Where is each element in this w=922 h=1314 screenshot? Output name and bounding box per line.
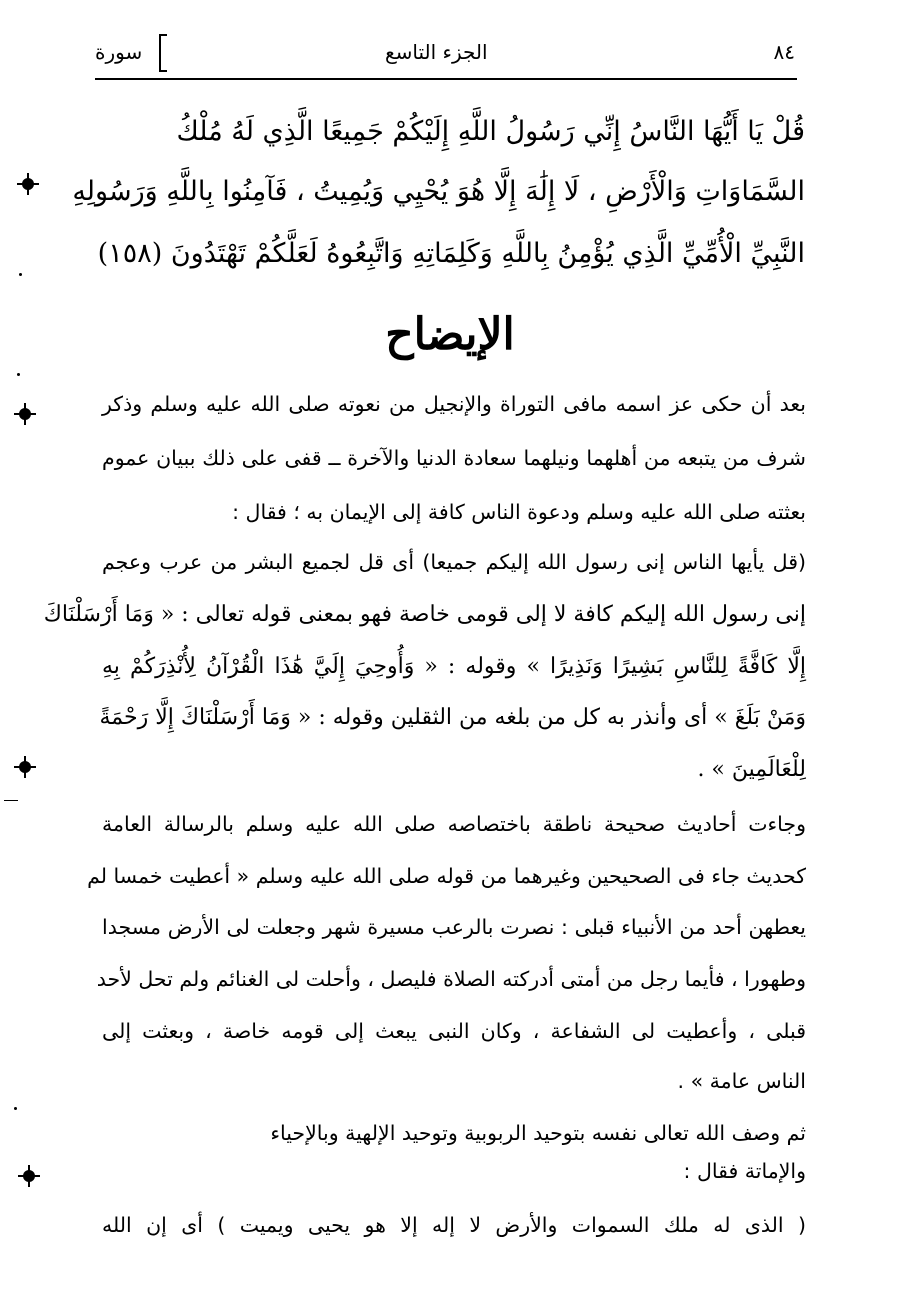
verse-line-1: قُلْ يَا أَيُّهَا النَّاسُ إِنِّي رَسُولُ اللَّهِ إِلَيْكُمْ جَمِيعًا الَّذِي لَهُ مُلْكُ (176, 116, 805, 147)
margin-mark (23, 1170, 35, 1182)
body-line: شرف من يتبعه من أهلهما ونيلهما سعادة الدنيا والآخرة ــ قفى على ذلك ببيان عموم (102, 446, 806, 470)
margin-dot (17, 373, 20, 376)
header-bracket (159, 34, 167, 72)
body-line: إنى رسول الله إليكم كافة لا إلى قومى خاصة فهو بمعنى قوله تعالى : « وَمَا أَرْسَلْنَاكَ (43, 602, 806, 627)
body-line: لِلْعَالَمِينَ » . (697, 757, 806, 782)
part-title: الجزء التاسع (385, 40, 488, 64)
body-line: بعثته صلى الله عليه وسلم ودعوة الناس كافة إلى الإيمان به ؛ فقال : (232, 500, 806, 524)
body-line: وجاءت أحاديث صحيحة ناطقة باختصاصه صلى الله عليه وسلم بالرسالة العامة (102, 812, 806, 836)
body-line: إِلَّا كَافَّةً لِلنَّاسِ بَشِيرًا وَنَذِيرًا » وقوله : « وَأُوحِيَ إِلَيَّ هَٰذَا الْقُرْآنُ لِأُنْذِرَكُمْ بِهِ (102, 654, 806, 679)
verse-line-3: النَّبِيِّ الْأُمِّيِّ الَّذِي يُؤْمِنُ بِاللَّهِ وَكَلِمَاتِهِ وَاتَّبِعُوهُ لَعَلَّكُمْ تَهْتَدُونَ (١٥٨) (97, 238, 805, 269)
surah-label: سورة (95, 40, 143, 64)
body-line: بعد أن حكى عز اسمه مافى التوراة والإنجيل من نعوته صلى الله عليه وسلم وذكر (102, 392, 806, 416)
body-line: وَمَنْ بَلَغَ » أى وأنذر به كل من بلغه من الثقلين وقوله : « وَمَا أَرْسَلْنَاكَ إِلَّا رَحْمَةً (99, 705, 806, 730)
verse-line-2: السَّمَاوَاتِ وَالْأَرْضِ ، لَا إِلَٰهَ إِلَّا هُوَ يُحْيِي وَيُمِيتُ ، فَآمِنُوا بِاللَّهِ وَرَسُولِهِ (72, 176, 805, 207)
body-line: والإماتة فقال : (683, 1159, 806, 1183)
running-header (95, 34, 795, 74)
margin-mark (19, 761, 31, 773)
body-line: كحديث جاء فى الصحيحين وغيرهما من قوله صلى الله عليه وسلم « أعطيت خمسا لم (87, 864, 806, 888)
body-line: قبلى ، وأعطيت لى الشفاعة ، وكان النبى يبعث إلى قومه خاصة ، وبعثت إلى (102, 1019, 806, 1043)
margin-dot (14, 1107, 17, 1110)
section-title: الإيضاح (385, 309, 515, 360)
margin-mark (22, 178, 34, 190)
body-line: وطهورا ، فأيما رجل من أمتى أدركته الصلاة فليصل ، وأحلت لى الغنائم ولم تحل لأحد (96, 967, 806, 991)
margin-dot (19, 273, 22, 276)
body-line: ثم وصف الله تعالى نفسه بتوحيد الربوبية وتوحيد الإلهية وبالإحياء (270, 1121, 806, 1145)
body-line: الناس عامة » . (677, 1069, 806, 1093)
header-rule (95, 78, 797, 80)
margin-mark (19, 408, 31, 420)
body-line: (قل يأيها الناس إنى رسول الله إليكم جميعا) أى قل لجميع البشر من عرب وعجم (102, 550, 806, 574)
margin-dash (4, 800, 18, 801)
body-line: يعطهن أحد من الأنبياء قبلى : نصرت بالرعب مسيرة شهر وجعلت لى الأرض مسجدا (102, 915, 806, 939)
page-number: ٨٤ (773, 40, 795, 64)
body-line: ( الذى له ملك السموات والأرض لا إله إلا هو يحيى ويميت ) أى إن الله (102, 1213, 806, 1237)
